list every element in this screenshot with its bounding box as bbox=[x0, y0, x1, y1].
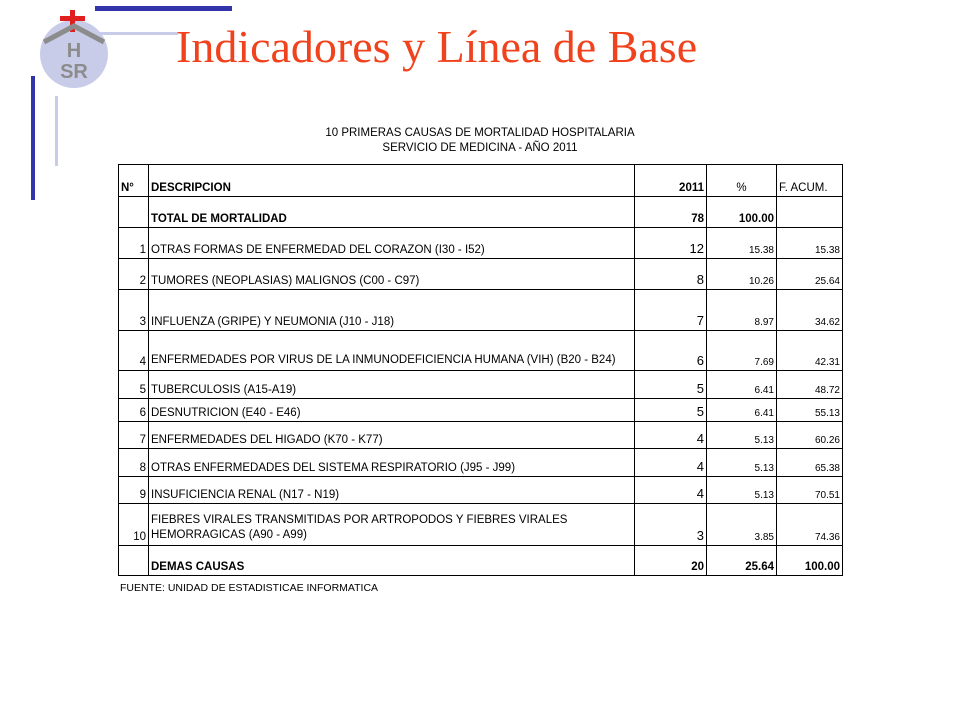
other-cum: 100.00 bbox=[777, 546, 843, 576]
row-count: 6 bbox=[635, 331, 707, 371]
row-num: 3 bbox=[119, 290, 149, 331]
header-pct: % bbox=[707, 165, 777, 197]
source-note: FUENTE: UNIDAD DE ESTADISTICAE INFORMATICA bbox=[120, 582, 379, 594]
row-pct: 7.69 bbox=[707, 331, 777, 371]
table-row bbox=[119, 259, 843, 290]
row-desc: TUMORES (NEOPLASIAS) MALIGNOS (C00 - C97) bbox=[149, 259, 635, 290]
row-pct: 3.85 bbox=[707, 504, 777, 546]
decorative-bar-left-light bbox=[55, 96, 58, 166]
row-num: 2 bbox=[119, 259, 149, 290]
row-count: 4 bbox=[635, 477, 707, 504]
row-count: 4 bbox=[635, 422, 707, 449]
row-pct: 15.38 bbox=[707, 228, 777, 259]
other-desc: DEMAS CAUSAS bbox=[149, 546, 635, 576]
table-row bbox=[119, 371, 843, 399]
row-pct: 5.13 bbox=[707, 477, 777, 504]
row-num: 9 bbox=[119, 477, 149, 504]
header-desc: DESCRIPCION bbox=[149, 165, 635, 197]
header-year: 2011 bbox=[635, 165, 707, 197]
row-cum: 15.38 bbox=[777, 228, 843, 259]
total-pct: 100.00 bbox=[707, 197, 777, 228]
row-num: 1 bbox=[119, 228, 149, 259]
row-num: 4 bbox=[119, 331, 149, 371]
logo-letter-h: H bbox=[66, 40, 82, 62]
row-desc: ENFERMEDADES POR VIRUS DE LA INMUNODEFICIENCIA HUMANA (VIH) (B20 - B24) bbox=[149, 331, 635, 371]
table-row bbox=[119, 228, 843, 259]
logo-letters-sr: SR bbox=[60, 61, 88, 83]
row-cum: 55.13 bbox=[777, 399, 843, 422]
row-cum: 34.62 bbox=[777, 290, 843, 331]
row-desc: INSUFICIENCIA RENAL (N17 - N19) bbox=[149, 477, 635, 504]
other-count: 20 bbox=[635, 546, 707, 576]
row-num: 8 bbox=[119, 449, 149, 477]
row-pct: 10.26 bbox=[707, 259, 777, 290]
row-num: 7 bbox=[119, 422, 149, 449]
row-cum: 74.36 bbox=[777, 504, 843, 546]
table-row bbox=[119, 504, 843, 546]
other-pct: 25.64 bbox=[707, 546, 777, 576]
table-row bbox=[119, 290, 843, 331]
row-cum: 48.72 bbox=[777, 371, 843, 399]
mortality-table bbox=[118, 164, 843, 576]
header-num: N° bbox=[119, 165, 149, 197]
row-cum: 65.38 bbox=[777, 449, 843, 477]
caption-line-2: SERVICIO DE MEDICINA - AÑO 2011 bbox=[382, 142, 578, 154]
row-desc: FIEBRES VIRALES TRANSMITIDAS POR ARTROPODOS Y FIEBRES VIRALES HEMORRAGICAS (A90 - A99) bbox=[149, 504, 635, 546]
table-row bbox=[119, 449, 843, 477]
table-caption bbox=[118, 126, 842, 156]
hospital-logo bbox=[36, 8, 112, 90]
row-count: 7 bbox=[635, 290, 707, 331]
row-count: 5 bbox=[635, 371, 707, 399]
row-desc: OTRAS ENFERMEDADES DEL SISTEMA RESPIRATORIO (J95 - J99) bbox=[149, 449, 635, 477]
slide-title: Indicadores y Línea de Base bbox=[176, 21, 698, 72]
row-desc: TUBERCULOSIS (A15-A19) bbox=[149, 371, 635, 399]
header-cum: F. ACUM. bbox=[777, 165, 843, 197]
row-desc: ENFERMEDADES DEL HIGADO (K70 - K77) bbox=[149, 422, 635, 449]
table-row bbox=[119, 399, 843, 422]
row-cum: 70.51 bbox=[777, 477, 843, 504]
decorative-bar-left bbox=[31, 76, 35, 200]
decorative-bar-top bbox=[95, 6, 232, 11]
table-header-row bbox=[119, 165, 843, 197]
row-cum: 25.64 bbox=[777, 259, 843, 290]
row-count: 4 bbox=[635, 449, 707, 477]
row-pct: 5.13 bbox=[707, 449, 777, 477]
row-count: 8 bbox=[635, 259, 707, 290]
table-row bbox=[119, 422, 843, 449]
row-count: 3 bbox=[635, 504, 707, 546]
row-pct: 5.13 bbox=[707, 422, 777, 449]
total-row bbox=[119, 197, 843, 228]
row-desc: OTRAS FORMAS DE ENFERMEDAD DEL CORAZON (I30 - I52) bbox=[149, 228, 635, 259]
row-num: 6 bbox=[119, 399, 149, 422]
row-count: 5 bbox=[635, 399, 707, 422]
row-desc: INFLUENZA (GRIPE) Y NEUMONIA (J10 - J18) bbox=[149, 290, 635, 331]
row-desc: DESNUTRICION (E40 - E46) bbox=[149, 399, 635, 422]
row-pct: 6.41 bbox=[707, 371, 777, 399]
total-desc: TOTAL DE MORTALIDAD bbox=[149, 197, 635, 228]
table-row bbox=[119, 331, 843, 371]
row-pct: 6.41 bbox=[707, 399, 777, 422]
row-cum: 42.31 bbox=[777, 331, 843, 371]
row-pct: 8.97 bbox=[707, 290, 777, 331]
caption-line-1: 10 PRIMERAS CAUSAS DE MORTALIDAD HOSPITALARIA bbox=[325, 127, 635, 139]
total-count: 78 bbox=[635, 197, 707, 228]
row-num: 10 bbox=[119, 504, 149, 546]
table-row bbox=[119, 477, 843, 504]
other-causes-row bbox=[119, 546, 843, 576]
row-cum: 60.26 bbox=[777, 422, 843, 449]
row-num: 5 bbox=[119, 371, 149, 399]
row-count: 12 bbox=[635, 228, 707, 259]
